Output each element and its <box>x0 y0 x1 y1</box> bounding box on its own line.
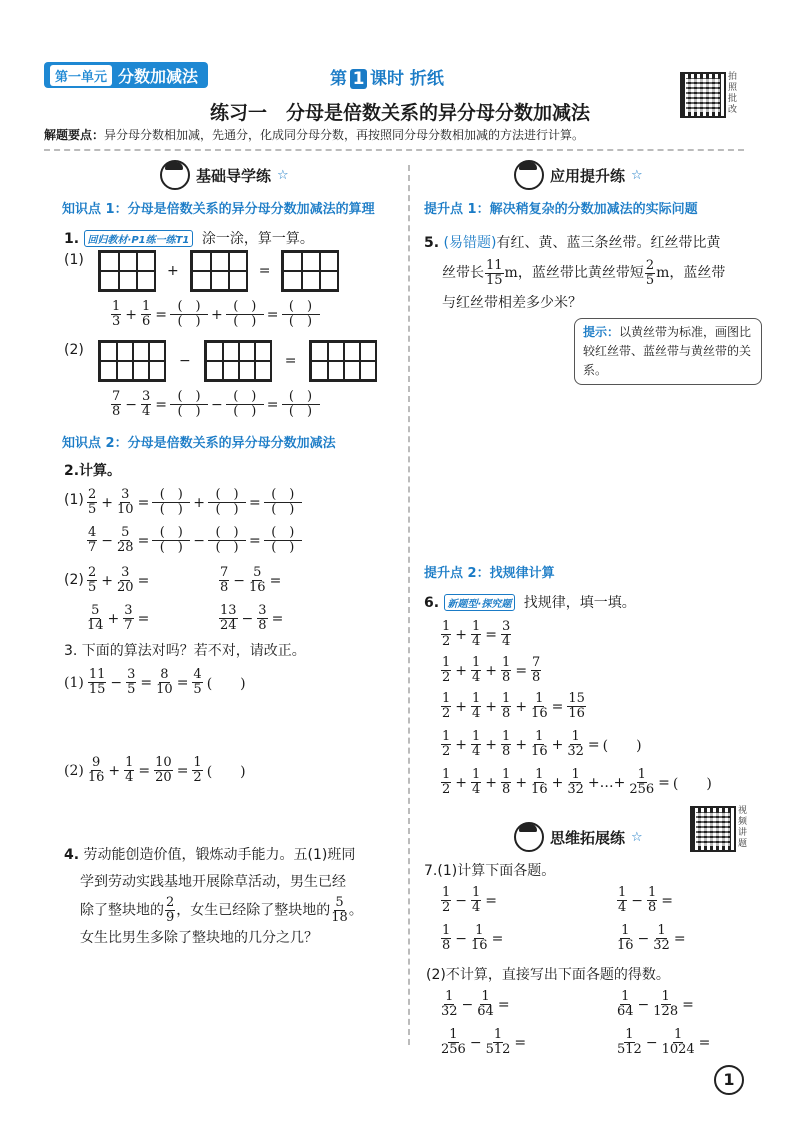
q2-sub2-eq-d: $\frac{13}{24}$ − $\frac{3}{8}$ = <box>220 603 284 633</box>
q5-line-2: 丝带长 $\frac{11}{15}$ m，蓝丝带比黄丝带短 $\frac{2}{5}$ m，蓝丝带 <box>442 257 726 288</box>
grid-3x2[interactable] <box>98 250 156 292</box>
q7-d: $\frac{1}{16}$ − $\frac{1}{32}$ = <box>617 923 686 953</box>
q1-sub1-label: (1) <box>64 252 84 268</box>
mascot-icon <box>514 160 544 190</box>
q6-text: 找规律，填一填。 <box>523 595 636 611</box>
q3-sub1: (1) $\frac{11}{15}$ − $\frac{3}{5}$ = $\frac{8}{10}$ = $\frac{4}{5}$ ( ) <box>64 667 246 697</box>
lesson-suffix: 课时 折纸 <box>370 69 444 89</box>
q4-line-1: 劳动能创造价值，锻炼动手能力。五(1)班同 <box>83 847 356 863</box>
q2-sub2-eq-b: $\frac{7}{8}$ − $\frac{5}{16}$ = <box>220 565 282 595</box>
qr-code-icon[interactable] <box>690 806 736 852</box>
q7-g: $\frac{1}{256}$ − $\frac{1}{512}$ = <box>441 1027 527 1057</box>
q7-h: $\frac{1}{512}$ − $\frac{1}{1024}$ = <box>617 1027 711 1057</box>
q4-line-4: 女生比男生多除了整块地的几分之几？ <box>80 930 318 946</box>
q4-line-2: 学到劳动实践基地开展除草活动，男生已经 <box>80 874 346 890</box>
question-3: 3. 下面的算法对吗？若不对，请改正。 <box>64 643 306 659</box>
q6-row-1: $\frac{1}{2}$ + $\frac{1}{4}$ = $\frac{3}{4}$ <box>442 619 511 649</box>
unit-tag <box>44 62 208 88</box>
q7-e: $\frac{1}{32}$ − $\frac{1}{64}$ = <box>441 989 510 1019</box>
q2-sub1-eq-a: $\frac{2}{5}$ + $\frac{3}{10}$ = ( ) ( ) + ( ) ( ) = ( ) ( ) <box>86 488 302 517</box>
grid-3x2[interactable] <box>281 250 339 292</box>
section-extend-title: 思维拓展练 <box>550 828 626 847</box>
equals-sign: = <box>284 353 297 369</box>
key-point <box>44 126 744 151</box>
upgrade-point-1: 提升点 1：解决稍复杂的分数加减法的实际问题 <box>424 202 698 217</box>
q3-sub1-answer-paren[interactable]: ( ) <box>206 675 246 692</box>
q7-a: $\frac{1}{2}$ − $\frac{1}{4}$ = <box>442 885 498 915</box>
ellipsis: +…+ <box>587 774 626 791</box>
q1-tag: 回归教材·P1练一练T1 <box>84 230 194 247</box>
q1-sub1-equation: $\frac{1}{3}$ + $\frac{1}{6}$ = ( ) ( ) + ( ) ( ) = ( ) ( ) <box>110 300 320 329</box>
q1-sub2-grids <box>98 340 377 382</box>
q6-row-4-blank[interactable]: ( ) <box>602 737 642 754</box>
upgrade-point-2: 提升点 2：找规律计算 <box>424 566 555 581</box>
question-7-part-2: (2)不计算，直接写出下面各题的得数。 <box>426 967 670 983</box>
qr-caption-2: 视频讲题 <box>738 806 748 849</box>
key-point-label: 解题要点： <box>44 128 105 142</box>
question-6 <box>424 592 636 612</box>
mascot-icon <box>514 822 544 852</box>
equals-sign: = <box>258 263 271 279</box>
q6-row-4: $\frac{1}{2}$ + $\frac{1}{4}$ + $\frac{1}{8}$ + $\frac{1}{16}$ + $\frac{1}{32}$ = ( ) <box>442 729 642 759</box>
q5-tag: (易错题) <box>443 235 497 251</box>
q6-row-3: $\frac{1}{2}$ + $\frac{1}{4}$ + $\frac{1}{8}$ + $\frac{1}{16}$ = $\frac{15}{16}$ <box>442 691 585 721</box>
q6-number: 6. <box>424 595 440 611</box>
key-point-text: 异分母分数相加减，先通分，化成同分母分数，再按照同分母分数相加减的方法进行计算。 <box>104 128 585 142</box>
star-icon: ☆ <box>277 167 289 183</box>
q5-number: 5. <box>424 235 440 251</box>
plus-sign: + <box>167 263 179 279</box>
q5-line-2b: m，蓝丝带比黄丝带短 <box>504 265 644 281</box>
question-7: 7.(1)计算下面各题。 <box>424 863 556 879</box>
q3-sub1-label: (1) <box>64 674 84 691</box>
unit-title: 分数加减法 <box>118 66 199 86</box>
knowledge-point-1: 知识点 1：分母是倍数关系的异分母分数加减法的算理 <box>62 202 375 217</box>
page-number: 1 <box>714 1065 744 1095</box>
qr-caption: 拍照批改 <box>728 72 738 115</box>
q5-line-2a: 丝带长 <box>442 265 484 281</box>
q5-line-2c: m，蓝丝带 <box>656 265 726 281</box>
grid-3x2[interactable] <box>190 250 248 292</box>
q2-sub2-eq-a: $\frac{2}{5}$ + $\frac{3}{20}$ = <box>88 565 150 595</box>
q5-line-3: 与红丝带相差多少米？ <box>442 295 582 311</box>
q6-tag: 新题型·探究题 <box>444 594 516 611</box>
column-divider <box>408 165 410 1045</box>
q5-line-1: 有红、黄、蓝三条丝带。红丝带比黄 <box>496 235 721 251</box>
page-title: 练习一 分母是倍数关系的异分母分数加减法 <box>209 102 590 124</box>
question-1 <box>64 228 314 248</box>
section-apply-title: 应用提升练 <box>550 166 626 185</box>
q1-sub2-equation: $\frac{7}{8}$ − $\frac{3}{4}$ = ( ) ( ) − ( ) ( ) = ( ) ( ) <box>110 390 320 419</box>
grid-4x2[interactable] <box>98 340 166 382</box>
unit-label: 第一单元 <box>50 65 112 86</box>
q6-row-5: $\frac{1}{2}$ + $\frac{1}{4}$ + $\frac{1}{8}$ + $\frac{1}{16}$ + $\frac{1}{32}$ +…+ $\frac{1}{256}$ = ( ) <box>442 767 712 797</box>
section-basic <box>160 160 289 190</box>
q4-line-3: 除了整块地的 $\frac{2}{9}$ ，女生已经除了整块地的 $\frac{5}{18}$ 。 <box>80 895 363 925</box>
q2-sub1-label: (1) <box>64 492 84 508</box>
q4-line-3b: ，女生已经除了整块地的 <box>176 902 331 919</box>
star-icon: ☆ <box>631 167 643 183</box>
q1-sub2-label: (2) <box>64 342 84 358</box>
question-4 <box>64 842 394 952</box>
question-5 <box>424 228 754 318</box>
q3-sub2-answer-paren[interactable]: ( ) <box>206 763 246 780</box>
minus-sign: − <box>179 353 191 369</box>
section-apply <box>514 160 643 190</box>
lesson-label <box>330 64 444 89</box>
hint-text: 以黄丝带为标准，画图比较红丝带、蓝丝带与黄丝带的关系。 <box>583 325 752 377</box>
q2-sub2-label: (2) <box>64 572 84 588</box>
q1-text: 涂一涂，算一算。 <box>201 231 314 247</box>
mascot-icon <box>160 160 190 190</box>
section-extend <box>514 822 643 852</box>
grid-4x2[interactable] <box>309 340 377 382</box>
q4-line-3a: 除了整块地的 <box>80 902 164 919</box>
lesson-number: 1 <box>350 69 367 89</box>
lesson-prefix: 第 <box>330 69 347 89</box>
knowledge-point-2: 知识点 2：分母是倍数关系的异分母分数加减法 <box>62 436 336 451</box>
q2-sub1-eq-b: $\frac{4}{7}$ − $\frac{5}{28}$ = ( ) ( ) − ( ) ( ) = ( ) ( ) <box>86 526 302 555</box>
q1-sub1-grids <box>98 250 339 292</box>
q1-number: 1. <box>64 231 80 247</box>
q7-b: $\frac{1}{4}$ − $\frac{1}{8}$ = <box>618 885 674 915</box>
hint-box <box>574 318 762 385</box>
q6-row-5-blank[interactable]: ( ) <box>672 775 712 792</box>
q6-row-2: $\frac{1}{2}$ + $\frac{1}{4}$ + $\frac{1}{8}$ = $\frac{7}{8}$ <box>442 655 541 685</box>
grid-4x2[interactable] <box>204 340 272 382</box>
hint-label: 提示： <box>583 325 620 339</box>
q3-sub2: (2) $\frac{9}{16}$ + $\frac{1}{4}$ = $\frac{10}{20}$ = $\frac{1}{2}$ ( ) <box>64 755 246 785</box>
section-basic-title: 基础导学练 <box>196 166 272 185</box>
q7-f: $\frac{1}{64}$ − $\frac{1}{128}$ = <box>617 989 694 1019</box>
q7-c: $\frac{1}{8}$ − $\frac{1}{16}$ = <box>442 923 504 953</box>
q4-number: 4. <box>64 847 80 863</box>
q4-line-3c: 。 <box>348 902 363 919</box>
q3-sub2-label: (2) <box>64 762 84 779</box>
q2-sub2-eq-c: $\frac{5}{14}$ + $\frac{3}{7}$ = <box>87 603 150 633</box>
star-icon: ☆ <box>631 829 643 845</box>
question-2: 2.计算。 <box>64 463 122 479</box>
